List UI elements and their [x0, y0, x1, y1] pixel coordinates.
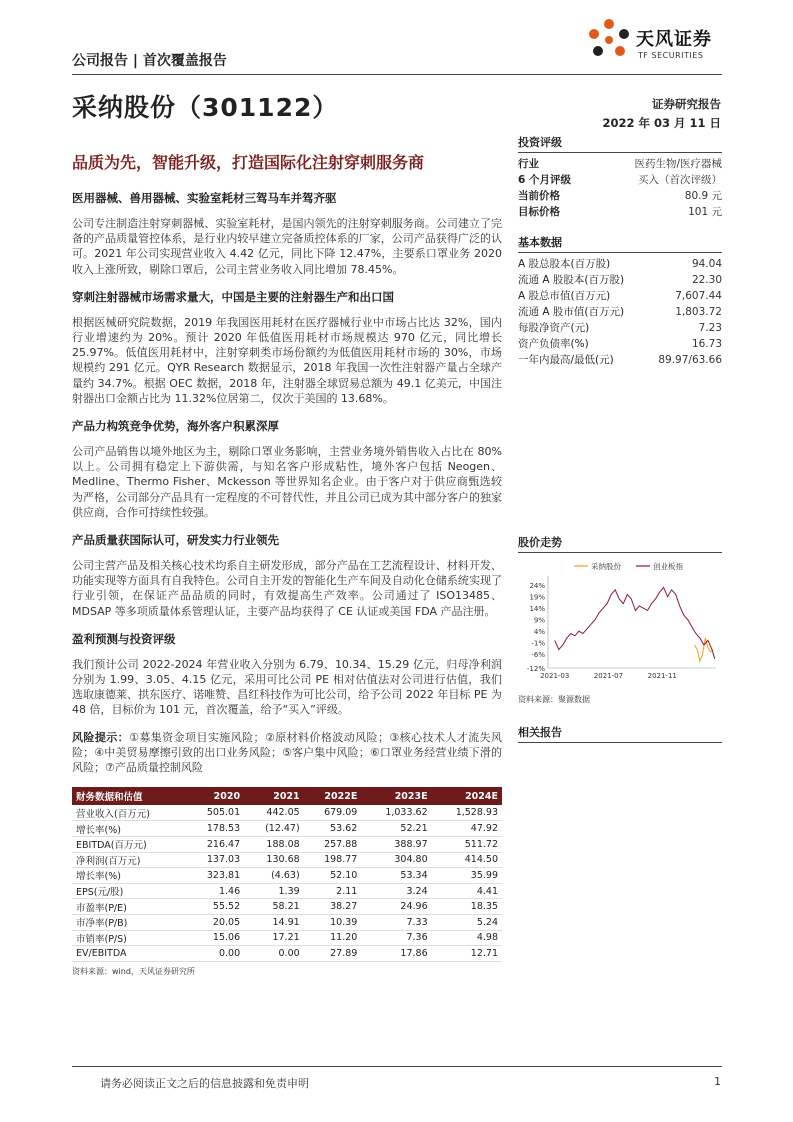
kv-row [518, 172, 722, 188]
row-label: EPS(元/股) [72, 883, 186, 899]
table-cell: 505.01 [186, 805, 244, 821]
series-line-stock [695, 638, 714, 661]
table-cell: 4.41 [432, 883, 502, 899]
kv-row [518, 188, 722, 204]
kv-value: 1,803.72 [675, 306, 722, 318]
kv-row [518, 204, 722, 220]
kv-value: 医药生物/医疗器械 [634, 158, 722, 170]
kv-label: 6 个月评级 [518, 174, 571, 186]
kv-label: A 股总股本(百万股) [518, 258, 611, 270]
section-paragraph: 公司产品销售以境外地区为主，剔除口罩业务影响，主营业务境外销售收入占比在 80%以上。公司拥有稳定上下游供需，与知名客户形成粘性，境外客户包括 Neogen、Medline、Thermo Fisher、Mckesson 等世界知名企业。由于客户对于供应商甄选较为严格，公司部分产品具有一定程度的不可替代性，并且公司已成为其中部分客户的独家供应商，合作可持续性较强。 [72, 445, 502, 519]
header-cell: 2020 [186, 787, 244, 805]
stock-title: 采纳股份（301122） [72, 93, 339, 122]
table-cell: 38.27 [304, 899, 362, 915]
invest-rating-heading: 投资评级 [518, 134, 722, 153]
table-cell: 17.86 [361, 946, 431, 962]
page-number: 1 [714, 1075, 721, 1088]
table-cell: 35.99 [432, 868, 502, 884]
table-cell: 47.92 [432, 821, 502, 837]
table-row [72, 899, 502, 915]
disclaimer-notice: 请务必阅读正文之后的信息披露和免责申明 [100, 1077, 309, 1090]
kv-row [518, 272, 722, 288]
kv-value: 7,607.44 [675, 290, 722, 302]
table-cell: 27.89 [304, 946, 362, 962]
table-cell: 323.81 [186, 868, 244, 884]
header-cell: 财务数据和估值 [72, 787, 186, 805]
table-row [72, 930, 502, 946]
footer-divider [72, 1066, 722, 1067]
section-paragraph: 公司主营产品及相关核心技术均系自主研发形成，部分产品在工艺流程设计、材料开发、功能实现等方面具有自我特色。公司自主开发的智能化生产车间及自动化仓储系统实现了行业引领，在保证产品品质的同时，有效提高生产效率。公司通过了 ISO13485、MDSAP 等多项质量体系管理认证，主要产品均获得了 CE 认证或美国 FDA 产品注册。 [72, 559, 502, 618]
section-heading: 盈利预测与投资评级 [72, 631, 176, 646]
kv-label: 流通 A 股股本(百万股) [518, 274, 625, 286]
price-chart-box [518, 534, 722, 705]
y-tick-label: 14% [529, 605, 545, 614]
section-paragraph: 根据医械研究院数据，2019 年我国医用耗材在医疗器械行业中市场占比达 32%，国内行业增速约为 20%。预计 2020 年低值医用耗材市场规模达 970 亿元，同比增长 25.97%。低值医用耗材中，注射穿刺类市场份额约为低值医用耗材市场的 30%，市场规模约 291 亿元。QYR Research 数据显示，2018 年我国一次性注射器产量占全球产量约 34.7%。根据 OEC 数据，2018 年，注射器全球贸易总额为 49.1 亿美元，中国注射器出口金额占比为 11.32%位居第二，仅次于美国的 13.68%。 [72, 315, 502, 405]
y-tick-label: 4% [533, 628, 545, 637]
table-cell: 20.05 [186, 914, 244, 930]
kv-row [518, 156, 722, 172]
section-paragraph: 我们预计公司 2022-2024 年营业收入分别为 6.79、10.34、15.29 亿元，归母净利润分别为 1.99、3.05、4.15 亿元，采用可比公司 PE 相对估值法对公司进行估值，我们选取康德莱、拱东医疗、诺唯赞、昌红科技作为可比公司，给予公司 2022 年目标 PE 为 48 倍，目标价为 101 元，首次覆盖，给予“买入”评级。 [72, 657, 502, 717]
section-paragraph: 公司专注制造注射穿刺器械、实验室耗材，是国内领先的注射穿刺服务商。公司建立了完备的产品质量管控体系，是行业内较早建立完备质控体系的厂家，公司产品获得广泛的认可。2021 年公司实现营业收入 4.42 亿元，同比下降 12.47%，主要系口罩业务 2020 收入上涨所致，剔除口罩后，公司主营业务收入同比增加 78.45%。 [72, 217, 502, 276]
table-row [72, 821, 502, 837]
table-cell: 0.00 [244, 946, 304, 962]
table-cell: 216.47 [186, 836, 244, 852]
table-cell: 130.68 [244, 852, 304, 868]
section-heading: 产品质量获国际认可，研发实力行业领先 [72, 533, 279, 548]
table-cell: 11.20 [304, 930, 362, 946]
kv-label: 当前价格 [518, 190, 560, 202]
table-cell: 0.00 [186, 946, 244, 962]
report-headline: 品质为先，智能升级，打造国际化注射穿刺服务商 [72, 153, 425, 172]
y-tick-label: -1% [531, 639, 545, 648]
kv-value: 101 元 [688, 206, 722, 218]
chart-source: 资料来源：聚源数据 [518, 695, 590, 704]
kv-value: 16.73 [691, 338, 722, 350]
table-cell: 414.50 [432, 852, 502, 868]
table-cell: 4.98 [432, 930, 502, 946]
related-reports-heading: 相关报告 [518, 724, 722, 743]
report-date: 2022 年 03 月 11 日 [602, 116, 721, 130]
kv-label: 每股净资产(元) [518, 322, 590, 334]
x-tick-label: 2021-11 [647, 672, 677, 680]
kv-value: 94.04 [691, 258, 722, 270]
table-cell: 10.39 [304, 914, 362, 930]
logo-text-cn: 天风证券 [636, 29, 712, 50]
kv-row [518, 336, 722, 352]
risk-text: ①募集资金项目实施风险；②原材料价格波动风险；③核心技术人才流失风险；④中美贸易摩擦引致的出口业务风险；⑤客户集中风险；⑥口罩业务经营业绩下滑的风险；⑦产品质量控制风险 [72, 730, 502, 775]
basic-data-box [518, 234, 722, 368]
y-tick-label: 24% [529, 582, 545, 591]
table-cell: 511.72 [432, 836, 502, 852]
table-cell: 137.03 [186, 852, 244, 868]
table-cell: 1,033.62 [361, 805, 431, 821]
table-cell: 5.24 [432, 914, 502, 930]
table-row [72, 946, 502, 962]
logo-text-en: TF SECURITIES [638, 51, 704, 60]
financial-table [72, 787, 502, 961]
header-cell: 2021 [244, 787, 304, 805]
kv-value: 22.30 [691, 274, 722, 286]
kv-value: 买入（首次评级） [638, 174, 722, 186]
table-cell: 1.39 [244, 883, 304, 899]
table-cell: (4.63) [244, 868, 304, 884]
row-label: 营业收入(百万元) [72, 805, 186, 821]
price-chart [518, 556, 722, 686]
table-cell: 53.34 [361, 868, 431, 884]
row-label: 净利润(百万元) [72, 852, 186, 868]
table-cell: 304.80 [361, 852, 431, 868]
kv-row [518, 304, 722, 320]
table-row [72, 883, 502, 899]
risk-label: 风险提示： [72, 730, 130, 744]
row-label: 增长率(%) [72, 868, 186, 884]
table-cell: 17.21 [244, 930, 304, 946]
table-cell: 18.35 [432, 899, 502, 915]
sidebar [518, 134, 722, 382]
kv-value: 89.97/63.66 [658, 354, 722, 366]
row-label: 市销率(P/S) [72, 930, 186, 946]
table-cell: 52.10 [304, 868, 362, 884]
table-row [72, 805, 502, 821]
kv-label: 流通 A 股市值(百万元) [518, 306, 625, 318]
table-cell: 679.09 [304, 805, 362, 821]
table-cell: 188.08 [244, 836, 304, 852]
y-tick-label: 19% [529, 593, 545, 602]
table-cell: 15.06 [186, 930, 244, 946]
kv-value: 7.23 [698, 322, 722, 334]
table-cell: 24.96 [361, 899, 431, 915]
kv-value: 80.9 元 [684, 190, 722, 202]
row-label: 市盈率(P/E) [72, 899, 186, 915]
table-cell: 1,528.93 [432, 805, 502, 821]
section-heading: 产品力构筑竞争优势，海外客户积累深厚 [72, 419, 279, 434]
table-cell: 14.91 [244, 914, 304, 930]
table-cell: 7.33 [361, 914, 431, 930]
report-type: 证券研究报告 [652, 97, 721, 111]
table-cell: 7.36 [361, 930, 431, 946]
price-chart-heading: 股价走势 [518, 534, 722, 553]
table-cell: 178.53 [186, 821, 244, 837]
legend-label: 采纳股份 [591, 562, 621, 571]
row-label: 市净率(P/B) [72, 914, 186, 930]
kv-label: 目标价格 [518, 206, 560, 218]
table-cell: 2.11 [304, 883, 362, 899]
kv-label: 一年内最高/最低(元) [518, 354, 614, 366]
y-tick-label: -12% [526, 665, 545, 673]
report-category: 公司报告 | 首次覆盖报告 [72, 53, 227, 69]
table-row [72, 836, 502, 852]
x-tick-label: 2021-07 [593, 672, 624, 680]
logo-flower-icon [584, 16, 634, 66]
kv-label: 行业 [518, 158, 539, 170]
table-cell: 58.21 [244, 899, 304, 915]
kv-row [518, 256, 722, 272]
section-heading: 穿刺注射器械市场需求量大，中国是主要的注射器生产和出口国 [72, 289, 394, 304]
series-line-index [555, 588, 715, 659]
table-cell: 55.52 [186, 899, 244, 915]
table-source: 资料来源：wind，天风证券研究所 [72, 966, 195, 976]
table-row [72, 852, 502, 868]
kv-row [518, 320, 722, 336]
header-cell: 2024E [432, 787, 502, 805]
kv-row [518, 352, 722, 368]
table-row [72, 914, 502, 930]
table-cell: 1.46 [186, 883, 244, 899]
table-cell: 442.05 [244, 805, 304, 821]
table-cell: 388.97 [361, 836, 431, 852]
section-heading: 医用器械、兽用器械、实验室耗材三驾马车并驾齐驱 [72, 191, 337, 205]
kv-label: 资产负债率(%) [518, 338, 589, 350]
table-cell: 198.77 [304, 852, 362, 868]
row-label: EBITDA(百万元) [72, 836, 186, 852]
legend-label: 创业板指 [653, 562, 683, 571]
table-cell: 53.62 [304, 821, 362, 837]
financial-table-header [72, 787, 502, 805]
x-tick-label: 2021-03 [540, 672, 570, 680]
company-logo [584, 16, 724, 68]
basic-data-heading: 基本数据 [518, 234, 722, 253]
table-cell: (12.47) [244, 821, 304, 837]
kv-row [518, 288, 722, 304]
risk-warning [72, 730, 502, 776]
header-divider [72, 74, 722, 75]
table-cell: 52.21 [361, 821, 431, 837]
header-cell: 2023E [361, 787, 431, 805]
table-cell: 257.88 [304, 836, 362, 852]
main-content [72, 190, 502, 977]
header-cell: 2022E [304, 787, 362, 805]
y-tick-label: -6% [531, 651, 545, 660]
table-cell: 3.24 [361, 883, 431, 899]
row-label: 增长率(%) [72, 821, 186, 837]
table-cell: 12.71 [432, 946, 502, 962]
table-row [72, 868, 502, 884]
y-tick-label: 9% [533, 616, 545, 625]
invest-rating-box [518, 134, 722, 220]
row-label: EV/EBITDA [72, 946, 186, 962]
kv-label: A 股总市值(百万元) [518, 290, 611, 302]
